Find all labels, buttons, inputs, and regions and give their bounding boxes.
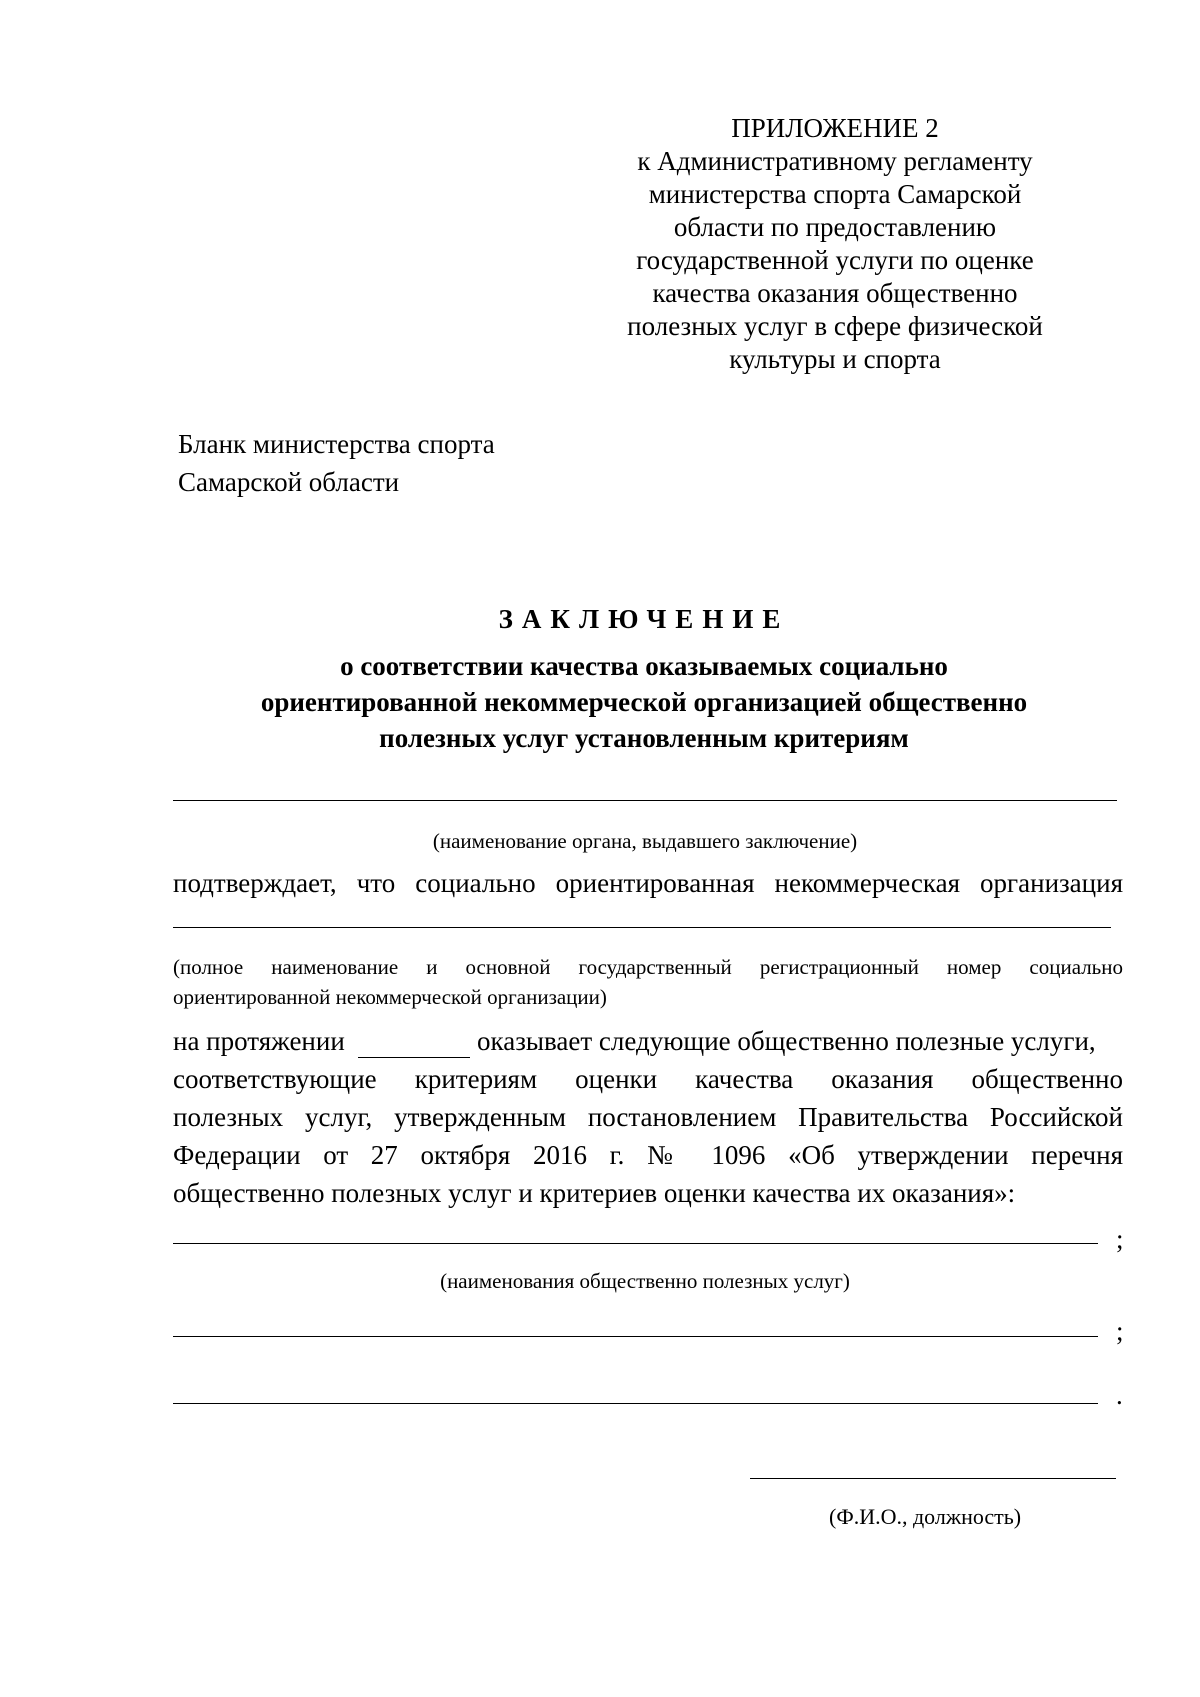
service-fill-line[interactable] (173, 1336, 1098, 1337)
appendix-line: культуры и спорта (729, 344, 941, 374)
service-fill-line[interactable] (173, 1243, 1098, 1244)
during-prefix: на протяжении (173, 1026, 345, 1056)
paragraph-line: Федерации от 27 октября 2016 г. № 1096 «Об утверждении перечня (173, 1140, 1123, 1170)
organization-caption-line1: (полное наименование и основной государственный регистрационный номер социально (173, 955, 1123, 979)
appendix-line: к Административному регламенту (637, 146, 1033, 176)
service-fill-line[interactable] (173, 1403, 1098, 1404)
during-suffix: оказывает следующие общественно полезные услуги, (477, 1026, 1096, 1056)
appendix-line: полезных услуг в сфере физической (627, 311, 1043, 341)
confirms-text: подтверждает, что социально ориентированная некоммерческая организация (173, 868, 1123, 898)
appendix-block (600, 112, 1070, 376)
appendix-line: государственной услуги по оценке (636, 245, 1034, 275)
document-title: ЗАКЛЮЧЕНИЕ (498, 604, 790, 634)
organization-fill-line[interactable] (173, 927, 1111, 928)
issuer-caption: (наименование органа, выдавшего заключение) (432, 829, 858, 853)
subtitle-line: о соответствии качества оказываемых социально (340, 651, 948, 681)
appendix-line: области по предоставлению (673, 212, 997, 242)
service-semicolon: ; (1116, 1316, 1124, 1346)
issuer-fill-line[interactable] (173, 800, 1117, 801)
blank-line: Бланк министерства спорта (178, 429, 495, 459)
appendix-line: министерства спорта Самарской (648, 179, 1022, 209)
signature-fill-line[interactable] (750, 1478, 1116, 1479)
appendix-line: качества оказания общественно (652, 278, 1018, 308)
signature-caption: (Ф.И.О., должность) (829, 1504, 1022, 1529)
blank-header (178, 425, 495, 501)
paragraph-line: соответствующие критериям оценки качества оказания общественно (173, 1064, 1123, 1094)
appendix-line: ПРИЛОЖЕНИЕ 2 (731, 113, 939, 143)
service-period: . (1116, 1380, 1123, 1410)
subtitle-line: полезных услуг установленным критериям (379, 723, 909, 753)
document-subtitle (150, 648, 1138, 756)
blank-line: Самарской области (178, 467, 400, 497)
service-semicolon: ; (1116, 1224, 1124, 1254)
period-fill-line[interactable] (358, 1057, 470, 1058)
services-caption: (наименования общественно полезных услуг) (440, 1269, 850, 1293)
paragraph-line: полезных услуг, утвержденным постановлением Правительства Российской (173, 1102, 1123, 1132)
organization-caption-line2: ориентированной некоммерческой организации) (173, 985, 607, 1009)
paragraph-line: общественно полезных услуг и критериев оценки качества их оказания»: (173, 1178, 1016, 1208)
subtitle-line: ориентированной некоммерческой организацией общественно (260, 687, 1028, 717)
